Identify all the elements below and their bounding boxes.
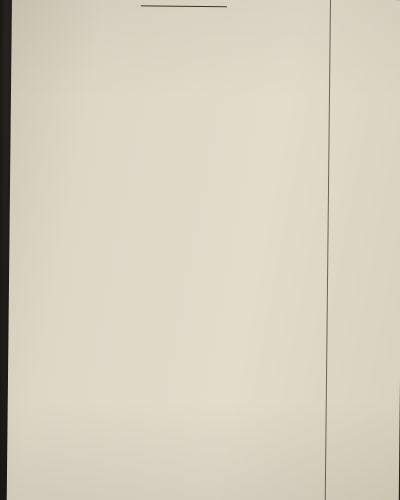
newspaper-page (7, 0, 400, 500)
preceding-article-end (40, 0, 328, 1)
column-rule (325, 0, 331, 500)
article-body (40, 10, 328, 13)
personal-notice (40, 1, 328, 4)
personal-heading (40, 1, 328, 4)
byline (40, 10, 328, 13)
right-column-fragment (340, 1, 400, 2)
main-column (40, 0, 328, 13)
article-headline (40, 10, 328, 13)
section-divider (141, 5, 227, 7)
